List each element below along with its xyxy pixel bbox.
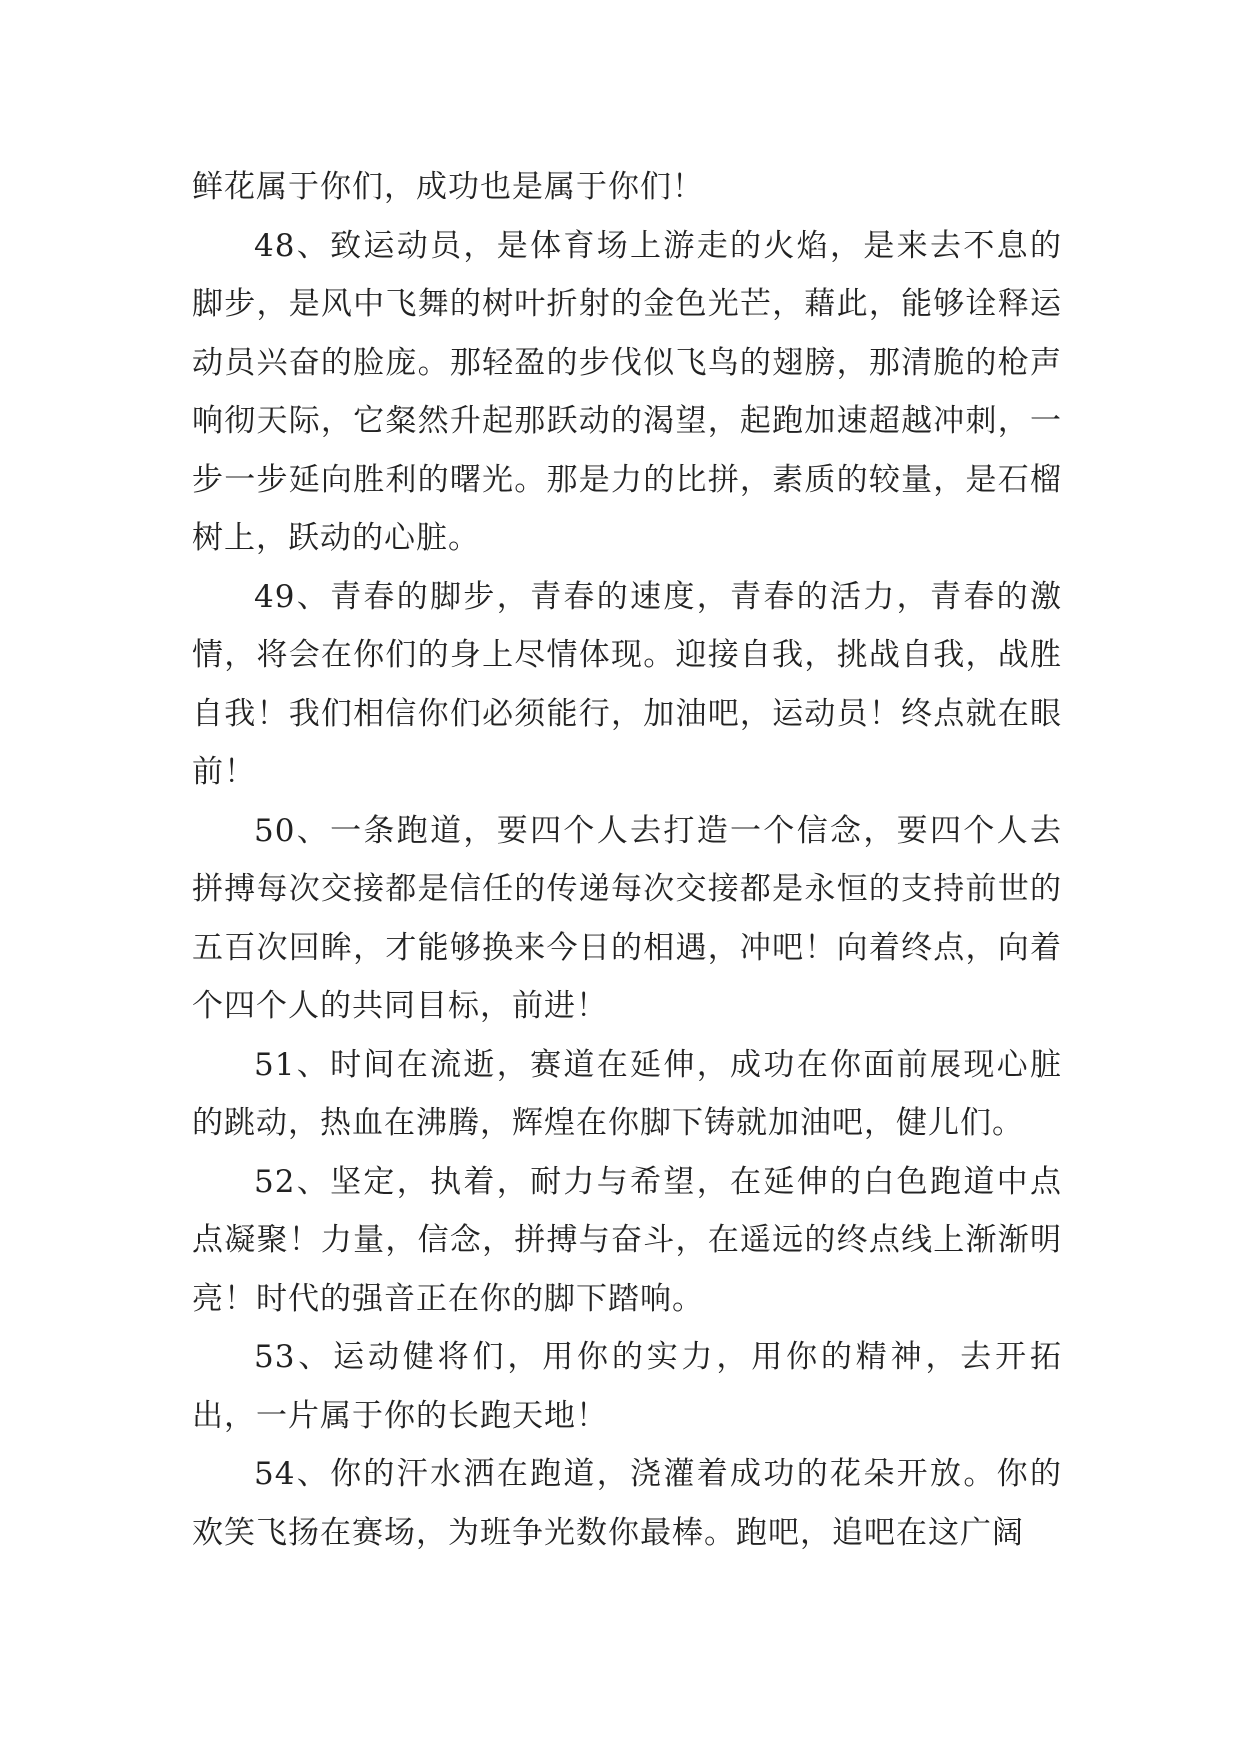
- paragraph-48: 48、致运动员，是体育场上游走的火焰，是来去不息的脚步，是风中飞舞的树叶折射的金色光芒，藉此，能够诠释运动员兴奋的脸庞。那轻盈的步伐似飞鸟的翅膀，那清脆的枪声响彻天际，它粲然升起那跃动的渴望，起跑加速超越冲刺，一步一步延向胜利的曙光。那是力的比拼，素质的较量，是石榴树上，跃动的心脏。: [192, 227, 1062, 556]
- paragraph-52: 52、坚定，执着，耐力与希望，在延伸的白色跑道中点点凝聚！力量，信念，拼搏与奋斗，在遥远的终点线上渐渐明亮！时代的强音正在你的脚下踏响。: [192, 1163, 1062, 1317]
- paragraph-54: 54、你的汗水洒在跑道，浇灌着成功的花朵开放。你的欢笑飞扬在赛场，为班争光数你最棒。跑吧，追吧在这广阔: [192, 1456, 1062, 1551]
- paragraph-continuation: 鲜花属于你们，成功也是属于你们！: [192, 169, 704, 205]
- paragraph-53: 53、运动健将们，用你的实力，用你的精神，去开拓出，一片属于你的长跑天地！: [192, 1339, 1062, 1434]
- paragraph-50: 50、一条跑道，要四个人去打造一个信念，要四个人去拼搏每次交接都是信任的传递每次交接都是永恒的支持前世的五百次回眸，才能够换来今日的相遇，冲吧！向着终点，向着个四个人的共同目标，前进！: [192, 812, 1062, 1024]
- paragraph-51: 51、时间在流逝，赛道在延伸，成功在你面前展现心脏的跳动，热血在沸腾，辉煌在你脚下铸就加油吧，健儿们。: [192, 1046, 1062, 1141]
- document-page: [192, 158, 1062, 1562]
- paragraph-49: 49、青春的脚步，青春的速度，青春的活力，青春的激情，将会在你们的身上尽情体现。迎接自我，挑战自我，战胜自我！我们相信你们必须能行，加油吧，运动员！终点就在眼前！: [192, 578, 1062, 790]
